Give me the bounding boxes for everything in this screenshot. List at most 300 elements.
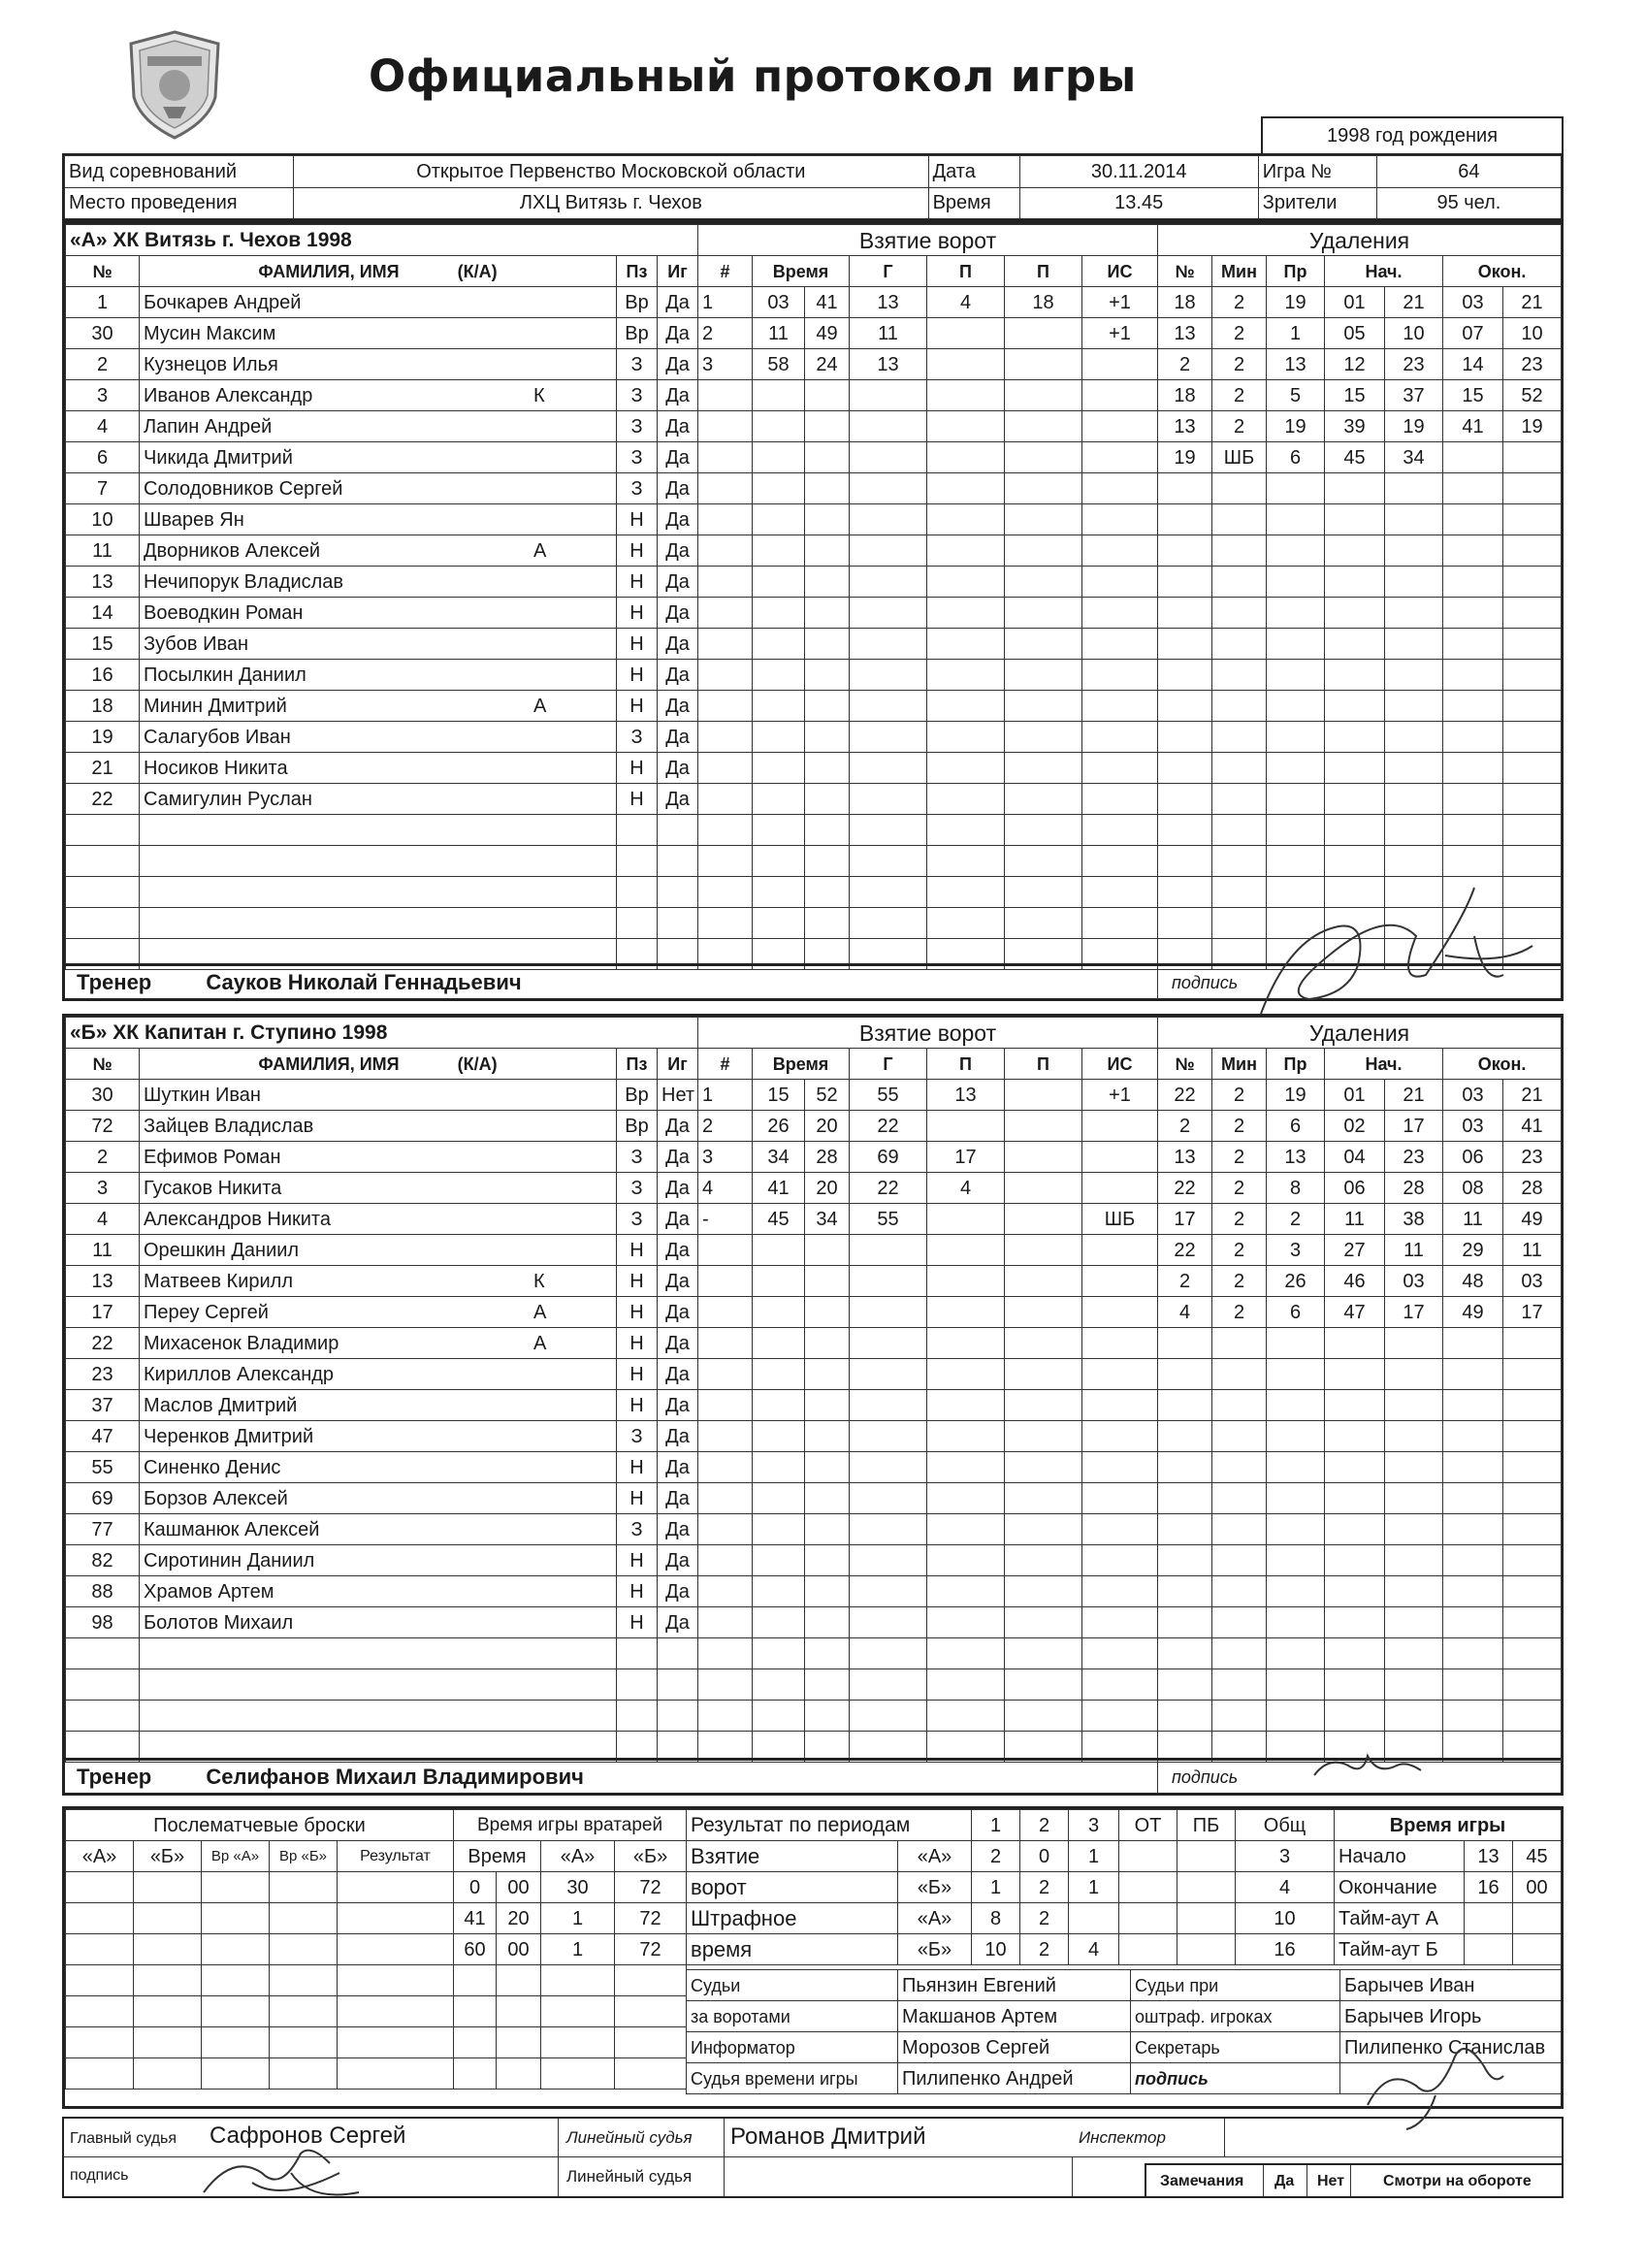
- goal-row: [698, 535, 1158, 567]
- col-num: №: [66, 256, 140, 287]
- penalty-end-min: [1443, 1669, 1503, 1701]
- goal-scorer: 55: [850, 1204, 927, 1235]
- penalty-end-min: 48: [1443, 1266, 1503, 1297]
- player-row: [66, 567, 698, 598]
- penalty-end-sec: [1503, 784, 1562, 815]
- goal-assist-2: [1005, 504, 1082, 535]
- player-position: Вр: [617, 1111, 658, 1142]
- player-position: [617, 1701, 658, 1732]
- player-number: [66, 1669, 140, 1701]
- goal-situation: [1082, 1421, 1158, 1452]
- goal-number: [698, 1452, 753, 1483]
- goal-scorer: [850, 877, 927, 908]
- remarks-label: Замечания: [1160, 2173, 1244, 2189]
- player-name: Ефимов Роман: [140, 1142, 617, 1173]
- goal-number: [698, 815, 753, 846]
- team-a-coach-label: Тренер: [77, 970, 152, 994]
- penalty-row: [1158, 473, 1562, 504]
- pen-a-ot: [1119, 1903, 1177, 1934]
- coach-b-signature: [1309, 1746, 1426, 1785]
- timekeeper-name: Пилипенко Андрей: [898, 2063, 1131, 2094]
- penalty-minutes: 2: [1212, 287, 1267, 318]
- player-name: Кашманюк Алексей: [140, 1514, 617, 1545]
- player-row: [66, 1328, 698, 1359]
- player-played: Да: [658, 1204, 698, 1235]
- goal-assist-1: [927, 722, 1005, 753]
- player-played: Да: [658, 1142, 698, 1173]
- goalie-time-col-b: «Б»: [615, 1841, 687, 1872]
- player-row: [66, 1421, 698, 1452]
- goal-number: [698, 1390, 753, 1421]
- penalty-player: 18: [1158, 380, 1212, 411]
- goal-scorer: 69: [850, 1142, 927, 1173]
- penalty-end-sec: 52: [1503, 380, 1562, 411]
- player-row: [66, 349, 698, 380]
- penalty-start-sec: 37: [1385, 380, 1443, 411]
- goal-second: [805, 1421, 850, 1452]
- player-number: 2: [66, 1142, 140, 1173]
- penalty-minutes: [1212, 567, 1267, 598]
- goal-assist-2: [1005, 1390, 1082, 1421]
- main-ref-name: Сафронов Сергей: [210, 2122, 406, 2149]
- player-row: [66, 784, 698, 815]
- player-position: Н: [617, 535, 658, 567]
- col-name: ФАМИЛИЯ, ИМЯ (К/А): [140, 1049, 617, 1080]
- goal-assist-1: [927, 1421, 1005, 1452]
- goal-assist-1: 17: [927, 1142, 1005, 1173]
- goal-second: [805, 1576, 850, 1607]
- penalty-row: [1158, 318, 1562, 349]
- game-value: 64: [1376, 156, 1561, 188]
- player-number: 3: [66, 1173, 140, 1204]
- start-minute: 45: [1513, 1841, 1562, 1872]
- penalty-row: [1158, 1452, 1562, 1483]
- goal-scorer: [850, 784, 927, 815]
- goal-row: [698, 411, 1158, 442]
- goal-number: [698, 1701, 753, 1732]
- player-name: Маслов Дмитрий: [140, 1390, 617, 1421]
- penalty-reason: [1267, 660, 1325, 691]
- goal-number: [698, 567, 753, 598]
- goalie-b-number: 72: [615, 1934, 687, 1965]
- penalty-start-sec: [1385, 535, 1443, 567]
- shootout-title: Послематчевые броски: [66, 1810, 454, 1841]
- penalty-start-sec: [1385, 1483, 1443, 1514]
- penalty-end-min: [1443, 784, 1503, 815]
- goal-assist-2: [1005, 1545, 1082, 1576]
- col-num: №: [66, 1049, 140, 1080]
- penalty-reason: 19: [1267, 411, 1325, 442]
- player-name: Кириллов Александр: [140, 1359, 617, 1390]
- goal-situation: [1082, 1514, 1158, 1545]
- player-row: [66, 1359, 698, 1390]
- penalty-minutes: [1212, 473, 1267, 504]
- penalty-row: [1158, 660, 1562, 691]
- player-role: К: [533, 1270, 545, 1292]
- penalty-reason: 19: [1267, 287, 1325, 318]
- player-position: Н: [617, 567, 658, 598]
- goal-situation: [1082, 691, 1158, 722]
- goal-assist-1: [927, 846, 1005, 877]
- player-played: Да: [658, 380, 698, 411]
- penalty-end-sec: 49: [1503, 1204, 1562, 1235]
- goals-a-p2: 0: [1020, 1841, 1069, 1872]
- goal-scorer: [850, 1359, 927, 1390]
- goal-row: [698, 1669, 1158, 1701]
- goal-second: [805, 504, 850, 535]
- goalie-time-sec: 00: [497, 1872, 541, 1903]
- goal-number: 1: [698, 287, 753, 318]
- goal-row: [698, 567, 1158, 598]
- team-b-coach: Селифанов Михаил Владимирович: [206, 1765, 584, 1789]
- col-goal-time: Время: [753, 1049, 850, 1080]
- col-pz: Пз: [617, 256, 658, 287]
- goal-number: [698, 722, 753, 753]
- penalty-end-sec: [1503, 1638, 1562, 1669]
- player-position: З: [617, 1173, 658, 1204]
- goal-assist-2: [1005, 1111, 1082, 1142]
- penalty-end-min: [1443, 691, 1503, 722]
- player-name: Черенков Дмитрий: [140, 1421, 617, 1452]
- goal-assist-2: [1005, 567, 1082, 598]
- player-row: [66, 908, 698, 939]
- goals-b-p2: 2: [1020, 1872, 1069, 1903]
- player-position: Н: [617, 1328, 658, 1359]
- goal-second: [805, 598, 850, 629]
- period-col-total: Общ: [1236, 1810, 1335, 1841]
- penalty-start-min: [1325, 784, 1385, 815]
- goal-assist-2: [1005, 1204, 1082, 1235]
- penalty-end-min: [1443, 1701, 1503, 1732]
- player-played: Да: [658, 1421, 698, 1452]
- player-name: Борзов Алексей: [140, 1483, 617, 1514]
- goal-number: [698, 691, 753, 722]
- penalty-start-min: 45: [1325, 442, 1385, 473]
- penalty-minutes: 2: [1212, 318, 1267, 349]
- penalty-start-min: [1325, 1669, 1385, 1701]
- goal-situation: [1082, 349, 1158, 380]
- penalty-start-min: [1325, 1576, 1385, 1607]
- goal-minute: [753, 1514, 805, 1545]
- goal-number: [698, 908, 753, 939]
- penalty-start-min: 02: [1325, 1111, 1385, 1142]
- penalty-start-min: 01: [1325, 1080, 1385, 1111]
- goal-assist-2: [1005, 815, 1082, 846]
- penalty-player: [1158, 1576, 1212, 1607]
- penalty-reason: 6: [1267, 1111, 1325, 1142]
- player-name: Кузнецов Илья: [140, 349, 617, 380]
- penalty-start-min: [1325, 815, 1385, 846]
- goal-minute: [753, 473, 805, 504]
- player-name: Михасенок Владимир А: [140, 1328, 617, 1359]
- penalty-start-min: [1325, 598, 1385, 629]
- player-name: Чикида Дмитрий: [140, 442, 617, 473]
- player-played: Да: [658, 567, 698, 598]
- penalty-start-min: 11: [1325, 1204, 1385, 1235]
- penalty-minutes: [1212, 722, 1267, 753]
- goal-assist-2: [1005, 1452, 1082, 1483]
- goal-situation: [1082, 1669, 1158, 1701]
- goal-row: [698, 1607, 1158, 1638]
- goal-assist-1: [927, 1204, 1005, 1235]
- penalty-start-sec: [1385, 815, 1443, 846]
- penalty-player: 2: [1158, 1111, 1212, 1142]
- penalty-row: [1158, 691, 1562, 722]
- penalty-start-sec: [1385, 1514, 1443, 1545]
- penalty-start-min: [1325, 629, 1385, 660]
- pen-b-total: 16: [1236, 1934, 1335, 1965]
- goal-minute: [753, 535, 805, 567]
- penalty-player: [1158, 504, 1212, 535]
- goal-assist-1: [927, 380, 1005, 411]
- goal-assist-2: [1005, 1576, 1082, 1607]
- penalty-row: [1158, 598, 1562, 629]
- player-played: [658, 815, 698, 846]
- player-number: 82: [66, 1545, 140, 1576]
- goal-assist-2: [1005, 908, 1082, 939]
- penalty-end-sec: 21: [1503, 1080, 1562, 1111]
- goal-second: [805, 784, 850, 815]
- goal-row: [698, 1514, 1158, 1545]
- goal-row: [698, 504, 1158, 535]
- goal-assist-1: [927, 877, 1005, 908]
- penalty-end-min: [1443, 504, 1503, 535]
- goal-second: [805, 908, 850, 939]
- player-name: Синенко Денис: [140, 1452, 617, 1483]
- col-pen-start: Нач.: [1325, 256, 1443, 287]
- penalty-reason: [1267, 1452, 1325, 1483]
- goal-row: [698, 380, 1158, 411]
- goal-row: [698, 877, 1158, 908]
- penalty-start-min: [1325, 660, 1385, 691]
- goal-row: [698, 1142, 1158, 1173]
- penalty-row: [1158, 1080, 1562, 1111]
- goal-assist-2: [1005, 411, 1082, 442]
- player-number: 6: [66, 442, 140, 473]
- player-played: Нет: [658, 1080, 698, 1111]
- goal-minute: 26: [753, 1111, 805, 1142]
- goal-assist-1: [927, 753, 1005, 784]
- goal-row: [698, 473, 1158, 504]
- goal-number: 3: [698, 1142, 753, 1173]
- penalty-player: [1158, 1483, 1212, 1514]
- place-label: Место проведения: [65, 187, 294, 219]
- goal-scorer: [850, 846, 927, 877]
- penalty-start-sec: [1385, 722, 1443, 753]
- player-row: [66, 753, 698, 784]
- comp-label: Вид соревнований: [65, 156, 294, 188]
- player-position: Н: [617, 1545, 658, 1576]
- penalty-minutes: [1212, 660, 1267, 691]
- goal-judge-1: Пьянзин Евгений: [898, 1970, 1131, 2001]
- player-name: Храмов Артем: [140, 1576, 617, 1607]
- goal-assist-1: [927, 1669, 1005, 1701]
- summary-section: [62, 1806, 1564, 2109]
- penalty-end-min: [1443, 1390, 1503, 1421]
- penalty-end-sec: [1503, 1421, 1562, 1452]
- goal-number: 3: [698, 349, 753, 380]
- goal-assist-2: [1005, 1328, 1082, 1359]
- team-a-goals-title: Взятие ворот: [698, 225, 1158, 256]
- penalty-minutes: [1212, 1576, 1267, 1607]
- goal-assist-2: [1005, 442, 1082, 473]
- penalty-minutes: [1212, 598, 1267, 629]
- player-row: [66, 1576, 698, 1607]
- goal-number: 4: [698, 1173, 753, 1204]
- player-name: Носиков Никита: [140, 753, 617, 784]
- goal-scorer: [850, 1669, 927, 1701]
- penalty-end-min: 06: [1443, 1142, 1503, 1173]
- penalty-start-min: [1325, 1483, 1385, 1514]
- penalty-end-sec: [1503, 1514, 1562, 1545]
- player-name: [140, 1701, 617, 1732]
- penalty-start-min: [1325, 1638, 1385, 1669]
- player-name: Солодовников Сергей: [140, 473, 617, 504]
- player-number: [66, 1638, 140, 1669]
- goal-scorer: [850, 442, 927, 473]
- penalty-reason: [1267, 1514, 1325, 1545]
- player-position: [617, 877, 658, 908]
- penalty-row: [1158, 1266, 1562, 1297]
- goal-second: [805, 1607, 850, 1638]
- col-pen-start: Нач.: [1325, 1049, 1443, 1080]
- main-ref-label: Главный судья: [70, 2130, 177, 2147]
- pen-judge-2: Барычев Игорь: [1340, 2001, 1562, 2032]
- penalty-start-min: 04: [1325, 1142, 1385, 1173]
- player-row: [66, 1297, 698, 1328]
- penalty-time-label-2: время: [687, 1934, 898, 1965]
- penalty-start-min: [1325, 1545, 1385, 1576]
- penalty-start-sec: [1385, 753, 1443, 784]
- player-position: З: [617, 442, 658, 473]
- player-played: Да: [658, 1545, 698, 1576]
- end-minute: 00: [1513, 1872, 1562, 1903]
- player-position: З: [617, 473, 658, 504]
- player-row: [66, 1483, 698, 1514]
- game-time-title: Время игры: [1335, 1810, 1562, 1841]
- goal-scorer: 13: [850, 287, 927, 318]
- player-number: 14: [66, 598, 140, 629]
- player-number: 13: [66, 1266, 140, 1297]
- goal-second: [805, 1235, 850, 1266]
- period-col-pb: ПБ: [1177, 1810, 1236, 1841]
- goal-row: [698, 1204, 1158, 1235]
- col-goal-assist1: П: [927, 256, 1005, 287]
- player-played: Да: [658, 660, 698, 691]
- penalty-end-sec: [1503, 442, 1562, 473]
- penalty-row: [1158, 1638, 1562, 1669]
- goal-assist-2: [1005, 318, 1082, 349]
- penalty-reason: [1267, 1607, 1325, 1638]
- penalty-end-min: [1443, 1359, 1503, 1390]
- player-played: Да: [658, 784, 698, 815]
- info-header: [62, 153, 1564, 221]
- goalie-time-row: [454, 1872, 687, 1903]
- goalie-a-number: 1: [541, 1934, 615, 1965]
- goal-assist-1: [927, 1607, 1005, 1638]
- penalty-end-sec: [1503, 598, 1562, 629]
- goal-minute: [753, 1483, 805, 1514]
- secretary-name: Пилипенко Станислав: [1340, 2032, 1562, 2063]
- goal-situation: [1082, 1359, 1158, 1390]
- penalty-start-sec: 21: [1385, 1080, 1443, 1111]
- goal-minute: [753, 1266, 805, 1297]
- goal-number: -: [698, 1204, 753, 1235]
- penalty-end-sec: [1503, 1669, 1562, 1701]
- penalty-start-min: [1325, 1390, 1385, 1421]
- penalty-start-min: [1325, 1452, 1385, 1483]
- goal-minute: [753, 1607, 805, 1638]
- player-name: Переу Сергей А: [140, 1297, 617, 1328]
- penalty-start-min: [1325, 1328, 1385, 1359]
- goal-scorer: [850, 1421, 927, 1452]
- player-row: [66, 411, 698, 442]
- penalty-player: [1158, 1328, 1212, 1359]
- goals-a-ot: [1119, 1841, 1177, 1872]
- player-number: 16: [66, 660, 140, 691]
- goal-row: [698, 1390, 1158, 1421]
- penalty-end-min: [1443, 1514, 1503, 1545]
- goal-assist-2: [1005, 660, 1082, 691]
- player-number: 15: [66, 629, 140, 660]
- time-label: Время: [928, 187, 1019, 219]
- goal-assist-1: 4: [927, 287, 1005, 318]
- goal-assist-2: [1005, 380, 1082, 411]
- start-hour: 13: [1465, 1841, 1513, 1872]
- goal-scorer: [850, 908, 927, 939]
- goal-assist-1: [927, 1545, 1005, 1576]
- goalie-time-min: 60: [454, 1934, 497, 1965]
- penalty-end-sec: 17: [1503, 1297, 1562, 1328]
- col-goal-assist2: П: [1005, 1049, 1082, 1080]
- goal-scorer: 55: [850, 1080, 927, 1111]
- goal-situation: [1082, 1607, 1158, 1638]
- col-goal-assist2: П: [1005, 256, 1082, 287]
- col-pz: Пз: [617, 1049, 658, 1080]
- goal-minute: 58: [753, 349, 805, 380]
- goal-assist-1: [927, 629, 1005, 660]
- penalty-end-min: [1443, 1421, 1503, 1452]
- goals-b-total: 4: [1236, 1872, 1335, 1903]
- goal-scorer: 22: [850, 1111, 927, 1142]
- penalty-start-min: [1325, 567, 1385, 598]
- goal-assist-2: [1005, 1235, 1082, 1266]
- birth-year: 1998 год рождения: [1326, 125, 1499, 146]
- goal-situation: +1: [1082, 1080, 1158, 1111]
- goal-assist-2: [1005, 877, 1082, 908]
- player-number: 4: [66, 1204, 140, 1235]
- goal-row: [698, 1545, 1158, 1576]
- penalty-start-min: 27: [1325, 1235, 1385, 1266]
- col-goal-scorer: Г: [850, 256, 927, 287]
- penalty-minutes: [1212, 815, 1267, 846]
- goal-assist-1: [927, 815, 1005, 846]
- goal-judges-label-2: за воротами: [687, 2001, 898, 2032]
- player-name: Матвеев Кирилл К: [140, 1266, 617, 1297]
- goal-second: [805, 1359, 850, 1390]
- goal-second: [805, 722, 850, 753]
- goal-second: 49: [805, 318, 850, 349]
- player-played: [658, 1701, 698, 1732]
- player-position: З: [617, 1142, 658, 1173]
- penalty-end-sec: 23: [1503, 1142, 1562, 1173]
- pen-judges-label-2: оштраф. игроках: [1131, 2001, 1340, 2032]
- goal-minute: 45: [753, 1204, 805, 1235]
- penalty-row: [1158, 722, 1562, 753]
- goal-assist-2: [1005, 629, 1082, 660]
- spectators-label: Зрители: [1258, 187, 1376, 219]
- penalty-start-sec: [1385, 1545, 1443, 1576]
